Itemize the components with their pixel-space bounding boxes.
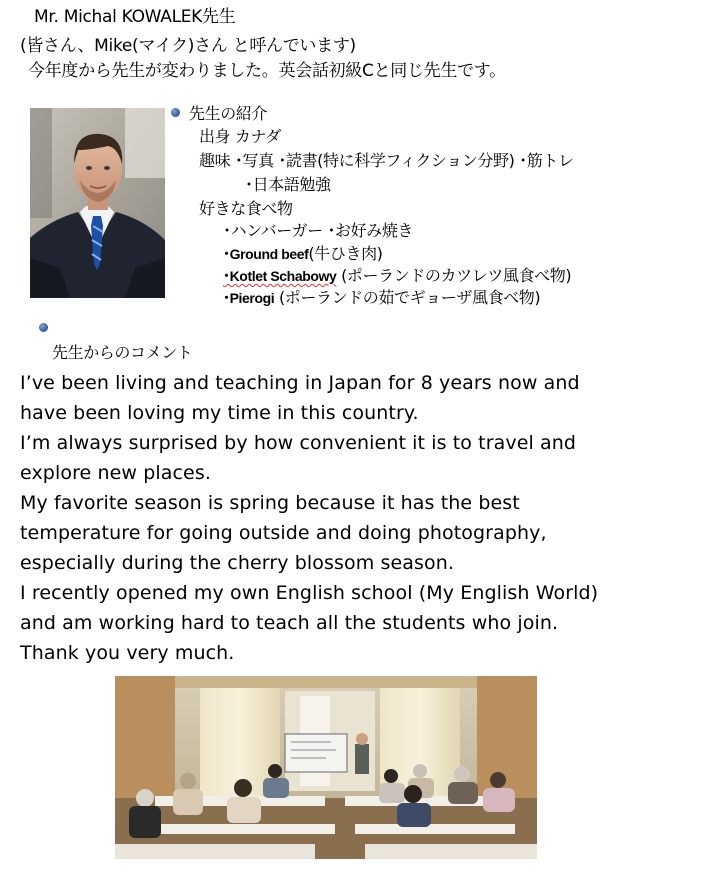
food-kotlet: ･Kotlet Schabowy: [223, 268, 337, 284]
comment-line: especially during the cherry blossom season.: [20, 552, 455, 574]
intro-heading: 先生の紹介: [189, 104, 268, 123]
comment-line: temperature for going outside and doing photography,: [20, 522, 547, 544]
comment-line: I’m always surprised by how convenient it is to travel and: [20, 432, 577, 454]
classroom-photo: [115, 676, 537, 859]
foods-heading: 好きな食べ物: [199, 199, 293, 218]
food-pierogi: ･Pierogi: [223, 290, 275, 306]
food-ground-beef: ･Ground beef: [223, 246, 309, 262]
foods-line-2: [223, 244, 383, 264]
notice-line: 今年度から先生が変わりました。英会話初級Cと同じ先生です。: [28, 61, 506, 81]
comment-line: I recently opened my own English school (My English World): [20, 582, 599, 604]
origin-line: 出身 カナダ: [199, 127, 281, 146]
hobbies-line-1: 趣味 ･写真 ･読書(特に科学フィクション分野) ･筋トレ: [199, 151, 574, 170]
hobbies-line-2: ･日本語勉強: [245, 175, 331, 194]
foods-line-4: [223, 288, 540, 308]
intro-bullet: [171, 108, 180, 117]
comment-line: and am working hard to teach all the students who join.: [20, 612, 559, 634]
comment-bullet: [39, 323, 48, 332]
foods-line-1: ･ハンバーガー ･お好み焼き: [223, 221, 414, 240]
comment-line: My favorite season is spring because it has the best: [20, 492, 520, 514]
teacher-portrait: [30, 108, 165, 298]
nickname-line: (皆さん、Mike(マイク)さん と呼んでいます): [20, 36, 356, 56]
teacher-name: Mr. Michal KOWALEK先生: [34, 7, 236, 27]
comment-line: explore new places.: [20, 462, 211, 484]
comment-heading: 先生からのコメント: [52, 343, 193, 362]
food-kotlet-jp: (ポーランドのカツレツ風食べ物): [336, 266, 572, 285]
foods-line-3: [223, 266, 571, 286]
comment-line: Thank you very much.: [20, 642, 235, 664]
comment-line: have been loving my time in this country.: [20, 402, 419, 424]
food-pierogi-jp: (ポーランドの茹でギョーザ風食べ物): [274, 288, 541, 307]
food-ground-beef-jp: (牛ひき肉): [308, 244, 383, 263]
comment-line: I’ve been living and teaching in Japan for 8 years now and: [20, 372, 580, 394]
